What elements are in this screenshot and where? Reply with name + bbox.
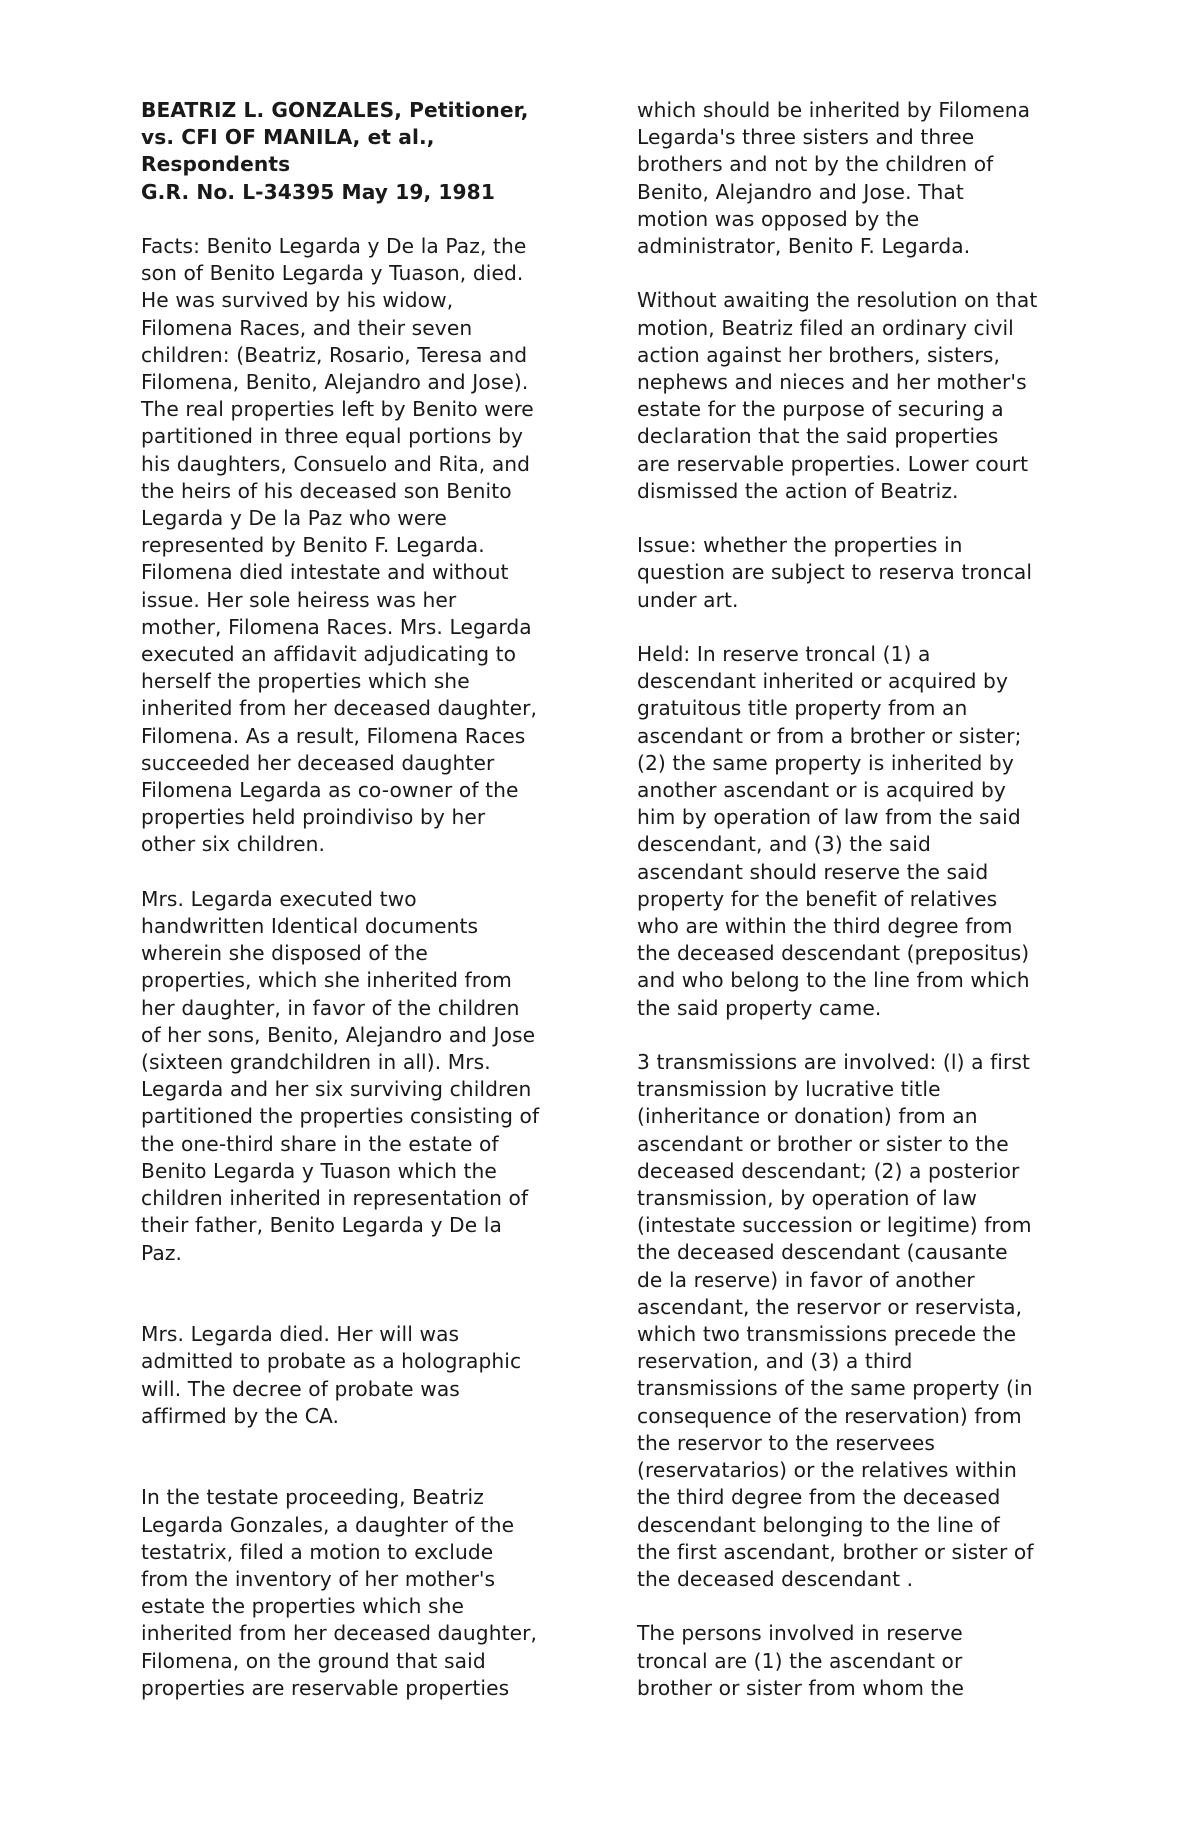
text-line: (reservatarios) or the relatives within [637,1458,1017,1483]
text-line: children inherited in representation of [141,1186,529,1211]
text-line: issue. Her sole heiress was her [141,587,457,612]
text-line: Legarda y De la Paz who were [141,506,447,531]
heading-line: Respondents [141,152,291,177]
text-line: 3 transmissions are involved: (l) a first [637,1050,1031,1075]
text-line: Benito Legarda y Tuason which the [141,1158,497,1183]
transmissions-paragraph [637,1049,1077,1593]
text-line: the reservor to the reservees [637,1430,936,1455]
text-line: transmissions of the same property (in [637,1376,1033,1401]
text-line: under art. [637,587,739,612]
text-line: inherited from her deceased daughter, [141,1621,538,1646]
text-line: properties, which she inherited from [141,968,512,993]
text-line: his daughters, Consuelo and Rita, and [141,451,531,476]
text-line: reservation, and (3) a third [637,1349,913,1374]
text-line: inherited from her deceased daughter, [141,696,538,721]
text-line: handwritten Identical documents [141,914,479,939]
text-line: admitted to probate as a holographic [141,1349,522,1374]
heading-line: vs. CFI OF MANILA, et al., [141,125,435,150]
text-line: the deceased descendant (causante [637,1240,1008,1265]
text-line: motion was opposed by the [637,206,920,231]
text-line: transmission by lucrative title [637,1077,941,1102]
text-line: who are within the third degree from [637,914,1013,939]
text-line: consequence of the reservation) from [637,1403,1022,1428]
text-line: will. The decree of probate was [141,1376,460,1401]
text-line: de la reserve) in favor of another [637,1267,975,1292]
text-line: Benito, Alejandro and Jose. That [637,179,964,204]
facts-paragraph [141,233,581,859]
text-line: estate for the purpose of securing a [637,397,1004,422]
text-line: children: (Beatriz, Rosario, Teresa and [141,342,528,367]
text-line: wherein she disposed of the [141,941,428,966]
text-line: Legarda's three sisters and three [637,125,975,150]
held-paragraph [637,641,1077,1022]
text-line: the third degree from the deceased [637,1485,1001,1510]
text-line: question are subject to reserva troncal [637,560,1033,585]
text-line: ascendant should reserve the said [637,859,989,884]
text-line: the deceased descendant . [637,1566,914,1591]
text-line: descendant inherited or acquired by [637,669,1008,694]
text-line: transmission, by operation of law [637,1186,977,1211]
text-line: properties are reservable properties [141,1675,510,1700]
text-line: ascendant or brother or sister to the [637,1131,1009,1156]
text-line: The real properties left by Benito were [141,397,534,422]
persons-paragraph [637,1620,1077,1702]
text-line: brother or sister from whom the [637,1675,964,1700]
text-line: which should be inherited by Filomena [637,98,1031,122]
text-line: The persons involved in reserve [637,1621,963,1646]
text-line: and who belong to the line from which [637,968,1030,993]
text-line: another ascendant or is acquired by [637,778,1006,803]
text-line: represented by Benito F. Legarda. [141,533,485,558]
text-line: which two transmissions precede the [637,1322,1017,1347]
text-line: declaration that the said properties [637,424,999,449]
text-line: dismissed the action of Beatriz. [637,478,959,503]
text-line: troncal are (1) the ascendant or [637,1648,963,1673]
text-line: property for the benefit of relatives [637,886,998,911]
text-line: Mrs. Legarda died. Her will was [141,1322,460,1347]
text-line: Filomena Races, and their seven [141,315,473,340]
text-line: are reservable properties. Lower court [637,451,1029,476]
text-line: of her sons, Benito, Alejandro and Jose [141,1022,536,1047]
text-line: Filomena Legarda as co-owner of the [141,778,519,803]
text-line: Issue: whether the properties in [637,533,963,558]
text-line: the heirs of his deceased son Benito [141,478,512,503]
text-line: the first ascendant, brother or sister of [637,1539,1034,1564]
text-line: Paz. [141,1240,183,1265]
text-line: (sixteen grandchildren in all). Mrs. [141,1050,491,1075]
text-line: nephews and nieces and her mother's [637,370,1027,395]
text-line: (intestate succession or legitime) from [637,1213,1032,1238]
text-line: estate the properties which she [141,1594,465,1619]
text-line: action against her brothers, sisters, [637,342,1001,367]
text-line: the one-third share in the estate of [141,1131,499,1156]
text-line: son of Benito Legarda y Tuason, died. [141,261,524,286]
text-line: properties held proindiviso by her [141,805,486,830]
text-line: him by operation of law from the said [637,805,1021,830]
heading-line: BEATRIZ L. GONZALES, Petitioner, [141,98,529,122]
text-line: ascendant or from a brother or sister; [637,723,1022,748]
text-line: Filomena, on the ground that said [141,1648,486,1673]
text-line: other six children. [141,832,326,857]
text-line: gratuitous title property from an [637,696,968,721]
text-line: succeeded her deceased daughter [141,750,495,775]
text-line: affirmed by the CA. [141,1403,340,1428]
text-line: descendant, and (3) the said [637,832,931,857]
right-column [637,97,1077,1702]
text-line: from the inventory of her mother's [141,1566,496,1591]
text-line: Filomena died intestate and without [141,560,509,585]
text-line: descendant belonging to the line of [637,1512,1000,1537]
text-line: Legarda and her six surviving children [141,1077,532,1102]
text-line: the deceased descendant (prepositus) [637,941,1030,966]
text-line: Without awaiting the resolution on that [637,288,1038,313]
left-column [141,97,581,1702]
text-line: testatrix, filed a motion to exclude [141,1539,494,1564]
text-line: her daughter, in favor of the children [141,995,520,1020]
text-line: Legarda Gonzales, a daughter of the [141,1512,515,1537]
case-heading [141,97,581,206]
issue-paragraph [637,532,1077,614]
text-line: motion, Beatriz filed an ordinary civil [637,315,1014,340]
paragraph-motion-continued [637,97,1077,260]
text-line: brothers and not by the children of [637,152,994,177]
text-line: In the testate proceeding, Beatriz [141,1485,484,1510]
text-line: partitioned the properties consisting of [141,1104,540,1129]
text-line: ascendant, the reservor or reservista, [637,1294,1023,1319]
text-line: mother, Filomena Races. Mrs. Legarda [141,614,532,639]
text-line: administrator, Benito F. Legarda. [637,234,971,259]
text-line: partitioned in three equal portions by [141,424,524,449]
text-line: executed an affidavit adjudicating to [141,642,517,667]
text-line: deceased descendant; (2) a posterior [637,1158,1020,1183]
text-line: Mrs. Legarda executed two [141,886,417,911]
paragraph-probate [141,1321,581,1430]
text-line: Facts: Benito Legarda y De la Paz, the [141,234,527,258]
text-line: He was survived by his widow, [141,288,454,313]
text-line: (2) the same property is inherited by [637,750,1014,775]
paragraph-civil-action [637,287,1077,505]
text-line: their father, Benito Legarda y De la [141,1213,502,1238]
text-line: (inheritance or donation) from an [637,1104,978,1129]
text-line: herself the properties which she [141,669,470,694]
text-line: Filomena, Benito, Alejandro and Jose). [141,370,529,395]
heading-line: G.R. No. L-34395 May 19, 1981 [141,179,495,204]
text-line: the said property came. [637,995,882,1020]
text-line: Filomena. As a result, Filomena Races [141,723,526,748]
text-line: Held: In reserve troncal (1) a [637,642,931,667]
paragraph-motion [141,1484,581,1702]
paragraph-documents [141,886,581,1267]
